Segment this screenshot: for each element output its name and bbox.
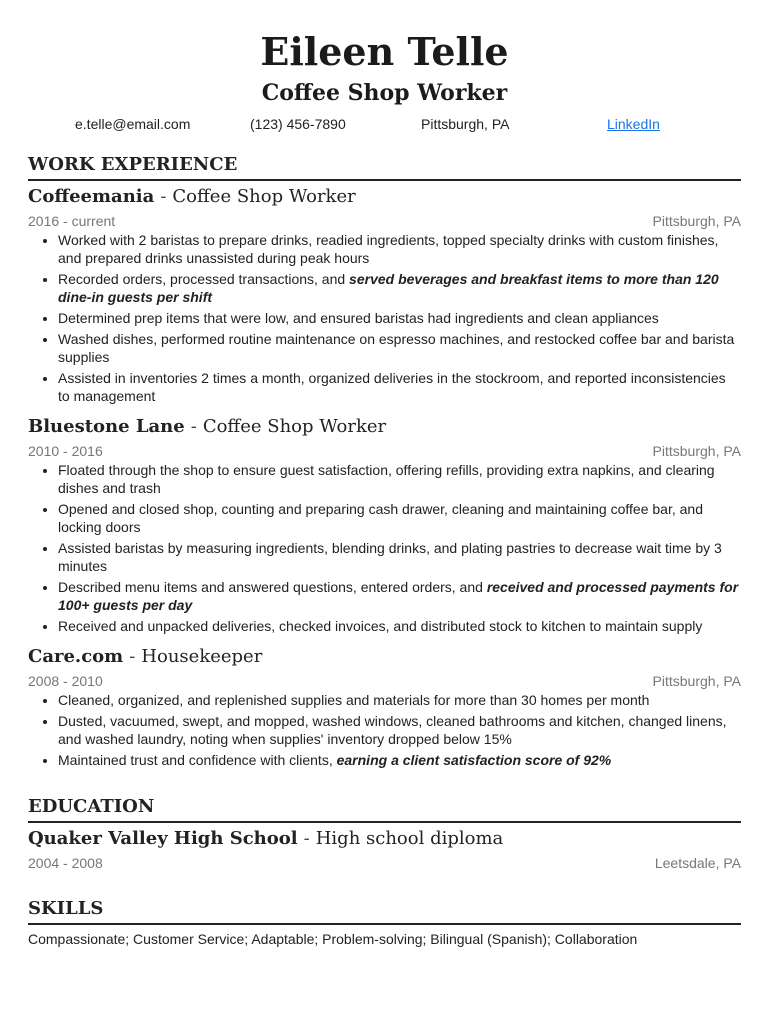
list-item: • Received and unpacked deliveries, checked invoices, and distributed stock to kitchen to maintain supply [58,617,741,635]
list-item: • Described menu items and answered questions, entered orders, and received and processed payments for 100+ guests per day [58,578,741,614]
list-item: • Assisted in inventories 2 times a month, organized deliveries in the stockroom, and reported inconsistencies to management [58,369,741,405]
resume-page [28,28,741,947]
education-heading: EDUCATION [28,795,741,823]
company-name: Care.com [28,646,124,667]
job-dates: 2016 - current [28,213,116,229]
skills-text: Compassionate; Customer Service; Adaptable; Problem-solving; Bilingual (Spanish); Collaboration [28,931,638,947]
email-text: e.telle@email.com [75,116,191,132]
separator: - [160,186,167,207]
list-item: • Worked with 2 baristas to prepare drinks, readied ingredients, topped specialty drinks with custom finishes, and prepared drinks unassisted during peak hours [58,231,741,267]
job-meta [28,441,741,461]
list-item: • Cleaned, organized, and replenished supplies and materials for more than 30 homes per month [58,691,741,709]
job-header [28,185,741,209]
linkedin-link[interactable]: LinkedIn [607,116,660,132]
job-entry [28,415,741,635]
list-item: • Opened and closed shop, counting and preparing cash drawer, cleaning and maintaining coffee bar, and locking doors [58,500,741,536]
list-item: • Determined prep items that were low, and ensured baristas had ingredients and clean appliances [58,309,741,327]
job-location: Pittsburgh, PA [652,673,741,689]
separator: - [129,646,136,667]
school-name: Quaker Valley High School [28,828,298,849]
education-dates: 2004 - 2008 [28,855,103,871]
candidate-title: Coffee Shop Worker [261,80,508,106]
job-bullets [28,691,741,769]
education-location: Leetsdale, PA [654,855,741,871]
candidate-name: Eileen Telle [260,29,509,74]
job-entry [28,645,741,769]
separator: - [303,828,310,849]
job-role: Coffee Shop Worker [172,186,356,207]
location-text: Pittsburgh, PA [421,116,510,132]
job-entry [28,185,741,405]
education-meta [28,853,741,873]
list-item: • Maintained trust and confidence with clients, earning a client satisfaction score of 92% [58,751,741,769]
job-role: Housekeeper [141,646,263,667]
separator: - [190,416,197,437]
contact-row [28,114,741,136]
job-header [28,645,741,669]
education-entry [28,827,741,873]
job-header [28,415,741,439]
degree-text: High school diploma [315,828,504,849]
job-meta [28,211,741,231]
list-item: • Recorded orders, processed transactions, and served beverages and breakfast items to more than 120 dine-in guests per shift [58,270,741,306]
skills-heading: SKILLS [28,897,741,925]
list-item: • Washed dishes, performed routine maintenance on espresso machines, and restocked coffee bar and barista supplies [58,330,741,366]
job-role: Coffee Shop Worker [202,416,387,437]
job-location: Pittsburgh, PA [652,443,741,459]
phone-text: (123) 456-7890 [250,116,346,132]
list-item: • Dusted, vacuumed, swept, and mopped, washed windows, cleaned bathrooms and kitchen, changed linens, and washed laundry, noting when supplies' inventory dropped below 15% [58,712,741,748]
education-header [28,827,741,851]
job-meta [28,671,741,691]
job-bullets [28,231,741,405]
list-item: • Floated through the shop to ensure guest satisfaction, offering refills, providing extra napkins, and clearing dishes and trash [58,461,741,497]
job-dates: 2008 - 2010 [28,673,103,689]
company-name: Coffeemania [28,186,155,207]
job-bullets [28,461,741,635]
job-location: Pittsburgh, PA [652,213,741,229]
job-dates: 2010 - 2016 [28,443,103,459]
work-experience-heading: WORK EXPERIENCE [28,153,741,181]
list-item: • Assisted baristas by measuring ingredients, blending drinks, and plating pastries to decrease wait time by 3 minutes [58,539,741,575]
company-name: Bluestone Lane [28,416,185,437]
